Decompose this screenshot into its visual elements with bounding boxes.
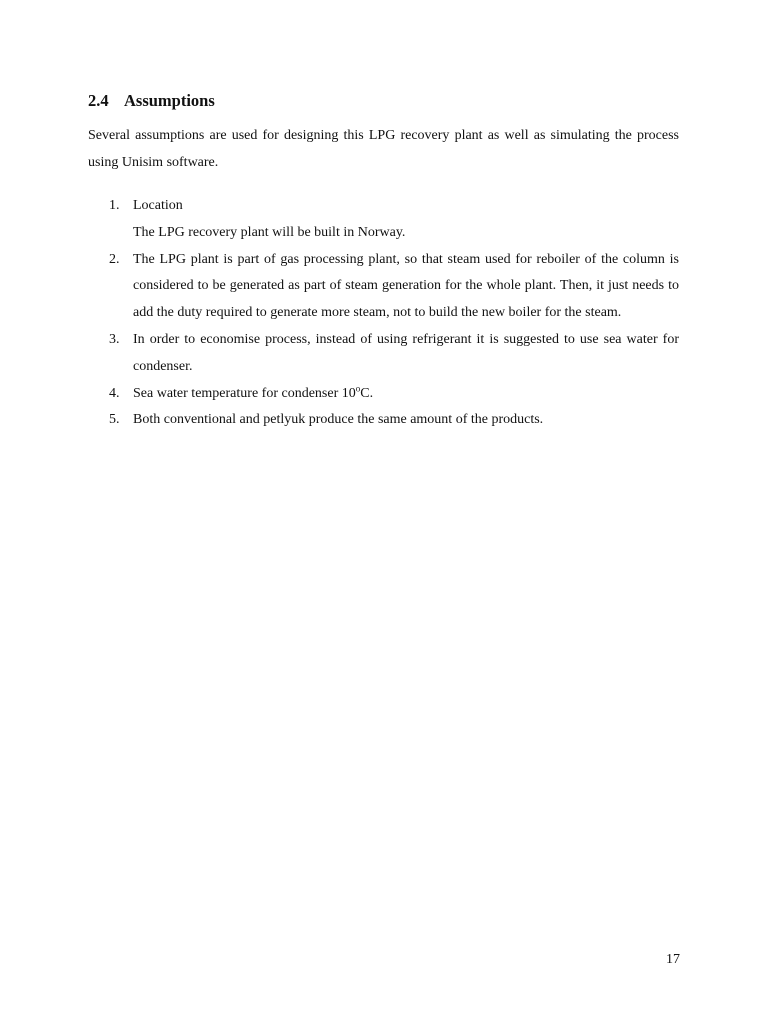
list-item — [88, 407, 679, 434]
section-title: Assumptions — [124, 91, 215, 110]
list-item — [88, 193, 679, 247]
list-item-subtext: The LPG recovery plant will be built in Norway. — [133, 224, 406, 240]
list-marker: 1. — [109, 198, 120, 213]
assumptions-list — [88, 193, 679, 434]
list-item-text: Location — [133, 198, 183, 213]
list-item-text-after: C. — [360, 385, 374, 401]
list-item-text — [133, 381, 679, 408]
list-item-text: Both conventional and petlyuk produce the same amount of the products. — [133, 412, 544, 428]
list-item — [88, 381, 679, 408]
list-item-text: The LPG plant is part of gas processing plant, so that steam used for reboiler of the column is considered to be generated as part of steam generation for the whole plant. Then, it just needs to add the duty required to generate more steam, not to build the new boiler for the steam. — [133, 251, 679, 321]
page-number: 17 — [666, 952, 680, 967]
list-item-text: In order to economise process, instead of using refrigerant it is suggested to use sea water for condenser. — [133, 331, 679, 374]
list-marker: 3. — [109, 331, 120, 347]
degree-superscript: o — [355, 382, 361, 393]
list-marker: 4. — [109, 385, 120, 401]
list-marker: 5. — [109, 412, 120, 428]
section-number: 2.4 — [88, 91, 109, 110]
list-item — [88, 327, 679, 381]
section-heading — [88, 90, 215, 112]
list-marker: 2. — [109, 251, 120, 267]
intro-paragraph: Several assumptions are used for designing this LPG recovery plant as well as simulating the process using Unisim software. — [88, 128, 679, 170]
list-item-text-before: Sea water temperature for condenser 10 — [133, 385, 356, 401]
list-item — [88, 247, 679, 327]
